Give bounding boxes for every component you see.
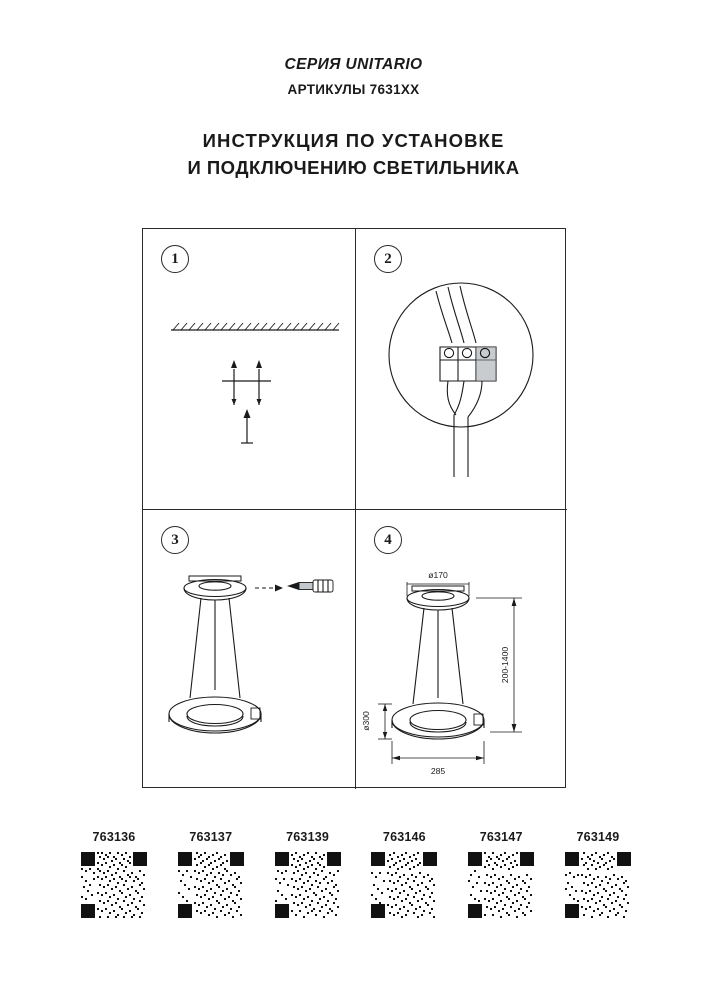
qr-code-image[interactable]: [81, 852, 147, 918]
qr-code-row: [72, 830, 640, 940]
qr-code-label: 763136: [92, 830, 136, 844]
qr-code-image[interactable]: [178, 852, 244, 918]
qr-item: [72, 830, 156, 940]
step-2-illustration: [356, 229, 567, 509]
qr-code-image[interactable]: [468, 852, 534, 918]
step-cell-1: [143, 229, 355, 509]
step-number-3: 3: [161, 526, 189, 554]
dimension-canopy-diameter: ø170: [428, 570, 448, 580]
dimension-width: 285: [430, 766, 446, 776]
step-number-4: 4: [374, 526, 402, 554]
step-1-illustration: [143, 229, 355, 509]
step-cell-2: [355, 229, 567, 509]
page-title-line-1: ИНСТРУКЦИЯ ПО УСТАНОВКЕ: [202, 130, 505, 151]
header: [0, 56, 707, 97]
step-number-1: 1: [161, 245, 189, 273]
qr-code-label: 763146: [382, 830, 426, 844]
qr-code-image[interactable]: [565, 852, 631, 918]
dimension-suspension-height: 200-1400: [500, 646, 510, 684]
step-number-2: 2: [374, 245, 402, 273]
qr-item: [362, 830, 446, 940]
step-4-illustration: [356, 510, 567, 789]
page-title: [0, 128, 707, 182]
step-cell-4: [355, 509, 567, 789]
step-3-illustration: [143, 510, 355, 789]
qr-code-label: 763147: [479, 830, 523, 844]
qr-item: [169, 830, 253, 940]
page-title-line-2: И ПОДКЛЮЧЕНИЮ СВЕТИЛЬНИКА: [187, 156, 520, 178]
dimension-ring-diameter: ø300: [361, 711, 371, 731]
qr-item: [266, 830, 350, 940]
step-cell-3: [143, 509, 355, 789]
qr-item: [459, 830, 543, 940]
series-label: СЕРИЯ UNITARIO: [284, 56, 423, 73]
qr-code-label: 763149: [576, 830, 620, 844]
qr-code-image[interactable]: [371, 852, 437, 918]
qr-code-label: 763137: [189, 830, 233, 844]
article-numbers-label: АРТИКУЛЫ 7631XX: [287, 82, 420, 97]
qr-code-label: 763139: [286, 830, 330, 844]
steps-grid: [142, 228, 566, 788]
qr-item: [556, 830, 640, 940]
qr-code-image[interactable]: [275, 852, 341, 918]
